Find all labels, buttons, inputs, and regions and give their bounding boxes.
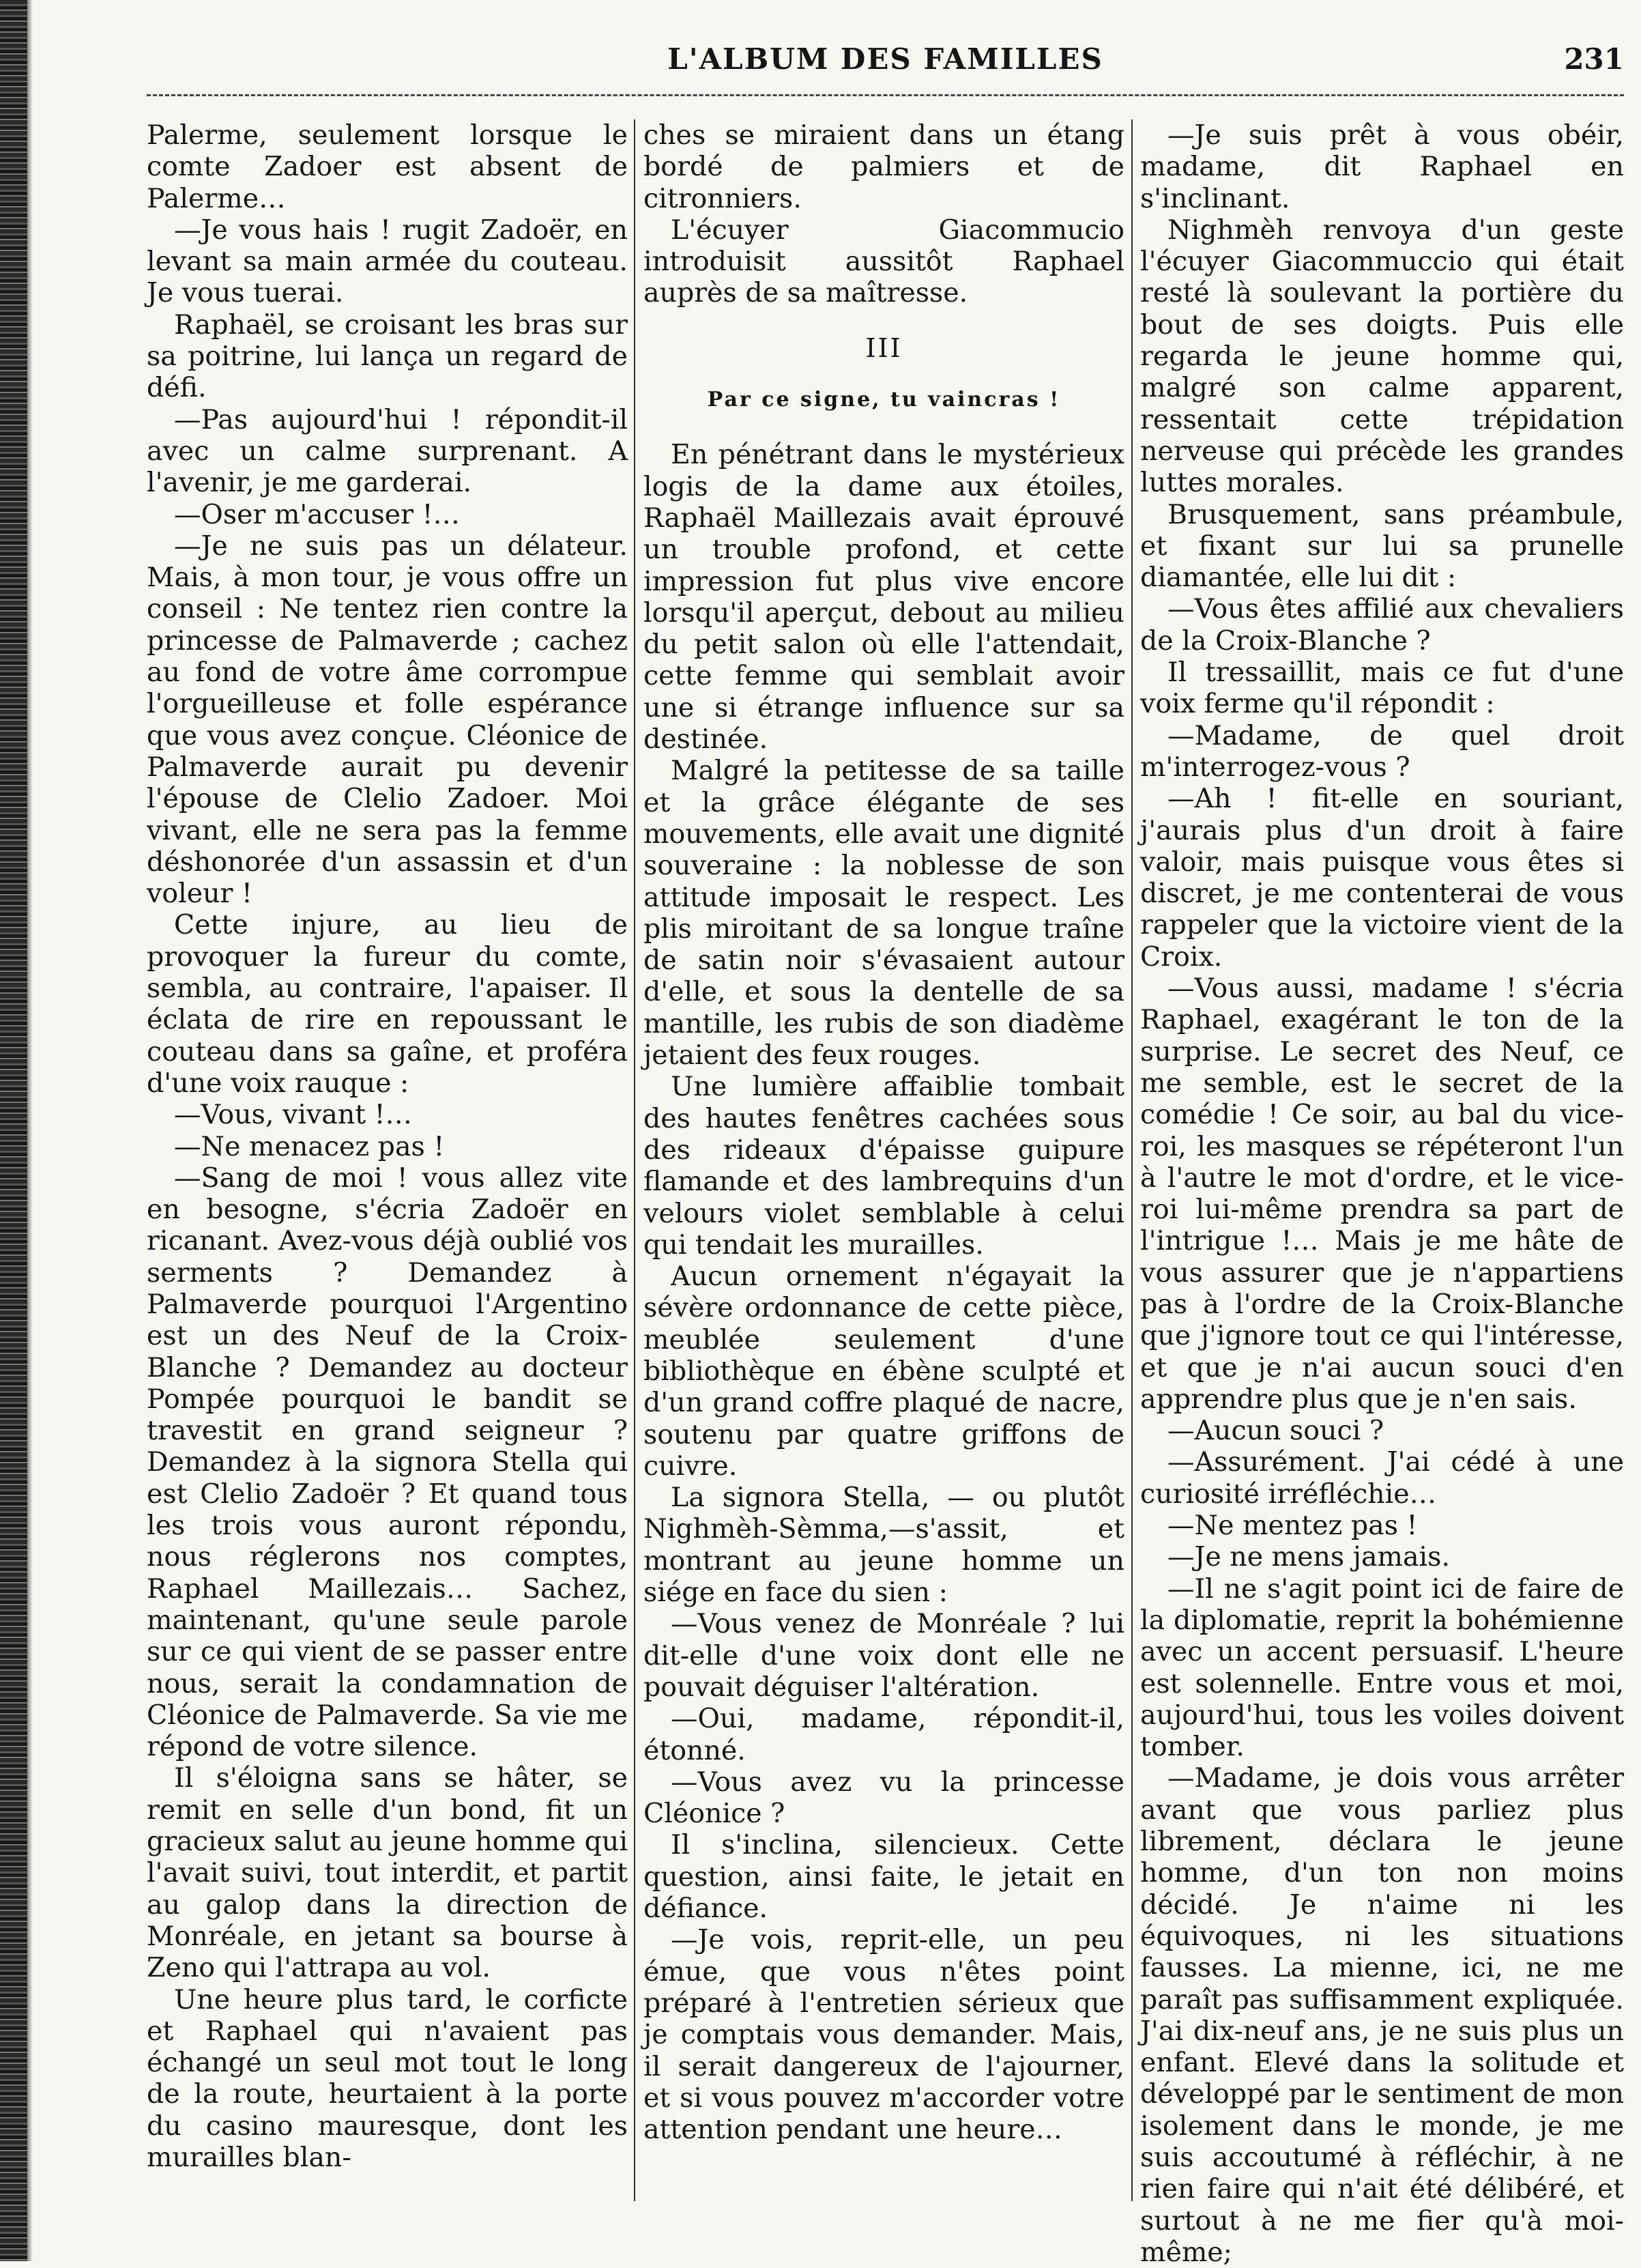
paragraph: Il s'éloigna sans se hâter, se remit en selle d'un bond, fit un gracieux salut au jeune homme qui l'avait suivi, tout interdit, et partit au galop dans la direction de Monréale, en jetant sa bourse à Zeno qui l'attrapa au vol.	[147, 1762, 628, 1984]
paragraph: —Je vous hais ! rugit Zadoër, en levant sa main armée du couteau. Je vous tuerai.	[147, 214, 628, 309]
paragraph: —Sang de moi ! vous allez vite en besogne, s'écria Zadoër en ricanant. Avez-vous déjà oublié vos serments ? Demandez à Palmaverde pourquoi l'Argentino est un des Neuf de la Croix-Blanche ? Demandez au docteur Pompée pourquoi le bandit se travestit en grand seigneur ? Demandez à la signora Stella qui est Clelio Zadoër ? Et quand tous les trois vous auront répondu, nous réglerons nos comptes, Raphael Maillezais… Sachez, maintenant, qu'une seule parole sur ce qui vient de se passer entre nous, serait la condamnation de Cléonice de Palmaverde. Sa vie me répond de votre silence.	[147, 1162, 628, 1763]
paragraph: —Je vois, reprit-elle, un peu émue, que vous n'êtes point préparé à l'entretien sérieux que je comptais vous demander. Mais, il serait dangereux de l'ajourner, et si vous pouvez m'accorder votre attention pendant une heure…	[643, 1924, 1124, 2146]
paragraph: —Ne mentez pas !	[1167, 1510, 1418, 1542]
column-rule	[1131, 119, 1133, 2201]
paragraph: —Ah ! fit-elle en souriant, j'aurais plus d'un droit à faire valoir, mais puisque vous êtes si discret, je me contenterai de vous rappeler que la victoire vient de la Croix.	[1140, 783, 1624, 973]
paragraph: —Je ne suis pas un délateur. Mais, à mon tour, je vous offre un conseil : Ne tentez rien contre la princesse de Palmaverde ; cachez au fond de votre âme corrompue l'orgueilleuse et folle espérance que vous avez conçue. Cléonice de Palmaverde aurait pu devenir l'épouse de Clelio Zadoer. Moi vivant, elle ne sera pas la femme déshonorée d'un assassin et d'un voleur !	[147, 530, 628, 910]
paragraph: Aucun ornement n'égayait la sévère ordonnance de cette pièce, meublée seulement d'une bibliothèque en ébène sculpté et d'un grand coffre plaqué de nacre, soutenu par quatre griffons de cuivre.	[643, 1261, 1124, 1482]
paragraph: —Je suis prêt à vous obéir, madame, dit Raphael en s'inclinant.	[1140, 119, 1624, 214]
paragraph: —Oser m'accuser !…	[174, 498, 460, 530]
paragraph: Il s'inclina, silencieux. Cette question, ainsi faite, le jetait en défiance.	[643, 1829, 1124, 1925]
paragraph: —Vous êtes affilié aux chevaliers de la Croix-Blanche ?	[1140, 593, 1624, 657]
header-rule	[147, 94, 1624, 96]
column-rule	[634, 119, 635, 2201]
text-column-2	[643, 119, 1124, 2201]
paragraph: ches se miraient dans un étang bordé de palmiers et de citronniers.	[643, 119, 1124, 214]
paragraph: —Vous aussi, madame ! s'écria Raphael, exagérant le ton de la surprise. Le secret des Neuf, ce me semble, est le secret de la comédie ! Ce soir, au bal du vice-roi, les masques se répéteront l'un à l'autre le mot d'ordre, et le vice-roi lui-même prendra sa part de l'intrigue !… Mais je me hâte de vous assurer que je n'appartiens pas à l'ordre de la Croix-Blanche que j'ignore tout ce qui l'intéresse, et que je n'ai aucun souci d'en apprendre plus que je n'en sais.	[1140, 973, 1624, 1415]
paragraph: L'écuyer Giacommucio introduisit aussitôt Raphael auprès de sa maîtresse.	[643, 214, 1124, 309]
page-binding-edge	[0, 0, 27, 2261]
text-column-1	[147, 119, 628, 2201]
paragraph: Nighmèh renvoya d'un geste l'écuyer Giacommuccio qui était resté là soulevant la portière du bout de ses doigts. Puis elle regarda le jeune homme qui, malgré son calme apparent, ressentait cette trépidation nerveuse qui précède les grandes luttes morales.	[1140, 214, 1624, 499]
paragraph: Raphaël, se croisant les bras sur sa poitrine, lui lança un regard de défi.	[147, 308, 628, 404]
paragraph: —Aucun souci ?	[1167, 1415, 1384, 1447]
paragraph: —Pas aujourd'hui ! répondit-il avec un calme surprenant. A l'avenir, je me garderai.	[147, 403, 628, 499]
paragraph: Malgré la petitesse de sa taille et la grâce élégante de ses mouvements, elle avait une dignité souveraine : la noblesse de son attitude imposait le respect. Les plis miroitant de sa longue traîne de satin noir s'évasaient autour d'elle, et sous la dentelle de sa mantille, les rubis de son diadème jetaient des feux rouges.	[643, 755, 1124, 1072]
paragraph: —Il ne s'agit point ici de faire de la diplomatie, reprit la bohémienne avec un accent persuasif. L'heure est solennelle. Entre vous et moi, aujourd'hui, tous les voiles doivent tomber.	[1140, 1573, 1624, 1763]
paragraph: —Assurément. J'ai cédé à une curiosité irréfléchie…	[1140, 1446, 1624, 1510]
paragraph: Une lumière affaiblie tombait des hautes fenêtres cachées sous des rideaux d'épaisse guipure flamande et des lambrequins d'un velours violet semblable à celui qui tendait les murailles.	[643, 1071, 1124, 1261]
page-header	[147, 42, 1624, 90]
paragraph: Une heure plus tard, le corficte et Raphael qui n'avaient pas échangé un seul mot tout le long de la route, heurtaient à la porte du casino mauresque, dont les murailles blan-	[147, 1983, 628, 2173]
binding-shadow	[27, 0, 33, 2261]
paragraph: Palerme, seulement lorsque le comte Zadoer est absent de Palerme…	[147, 119, 628, 214]
paragraph: Il tressaillit, mais ce fut d'une voix ferme qu'il répondit :	[1140, 657, 1624, 720]
text-column-3	[1140, 119, 1624, 2268]
paragraph: —Madame, je dois vous arrêter avant que vous parliez plus librement, déclara le jeune homme, d'un ton non moins décidé. Je n'aime ni les équivoques, ni les situations fausses. La mienne, ici, ne me paraît pas suffisamment expliquée. J'ai dix-neuf ans, je ne suis plus un enfant. Elevé dans la solitude et développé par le sentiment de mon isolement dans le monde, je me suis accoutumé à réfléchir, à ne rien faire qui n'ait été délibéré, et surtout à ne me fier qu'à moi-même;	[1140, 1762, 1624, 2268]
page-number: 231	[1564, 42, 1624, 76]
paragraph: Cette injure, au lieu de provoquer la fureur du comte, sembla, au contraire, l'apaiser. Il éclata de rire en repoussant le couteau dans sa gaîne, et proféra d'une voix rauque :	[147, 909, 628, 1099]
journal-title: L'ALBUM DES FAMILLES	[667, 42, 1103, 76]
paragraph: La signora Stella, — ou plutôt Nighmèh-Sèmma,—s'assit, et montrant au jeune homme un siége en face du sien :	[643, 1482, 1124, 1609]
paragraph: Brusquement, sans préambule, et fixant sur lui sa prunelle diamantée, elle lui dit :	[1140, 498, 1624, 594]
paragraph: —Vous venez de Monréale ? lui dit-elle d'une voix dont elle ne pouvait déguiser l'altération.	[643, 1608, 1124, 1703]
chapter-title: Par ce signe, tu vaincras !	[707, 388, 1061, 412]
paragraph: —Ne menacez pas !	[174, 1130, 445, 1162]
paragraph: —Je ne mens jamais.	[1167, 1541, 1450, 1573]
paragraph: —Oui, madame, répondit-il, étonné.	[643, 1703, 1124, 1766]
paragraph: —Vous, vivant !…	[174, 1099, 413, 1131]
paragraph: En pénétrant dans le mystérieux logis de la dame aux étoiles, Raphaël Maillezais avait éprouvé un trouble profond, et cette impression fut plus vive encore lorsqu'il aperçut, debout au milieu du petit salon où elle l'attendait, cette femme qui semblait avoir une si étrange influence sur sa destinée.	[643, 439, 1124, 756]
paragraph: —Madame, de quel droit m'interrogez-vous ?	[1140, 719, 1624, 783]
chapter-number: III	[865, 332, 903, 363]
paragraph: —Vous avez vu la princesse Cléonice ?	[643, 1766, 1124, 1830]
